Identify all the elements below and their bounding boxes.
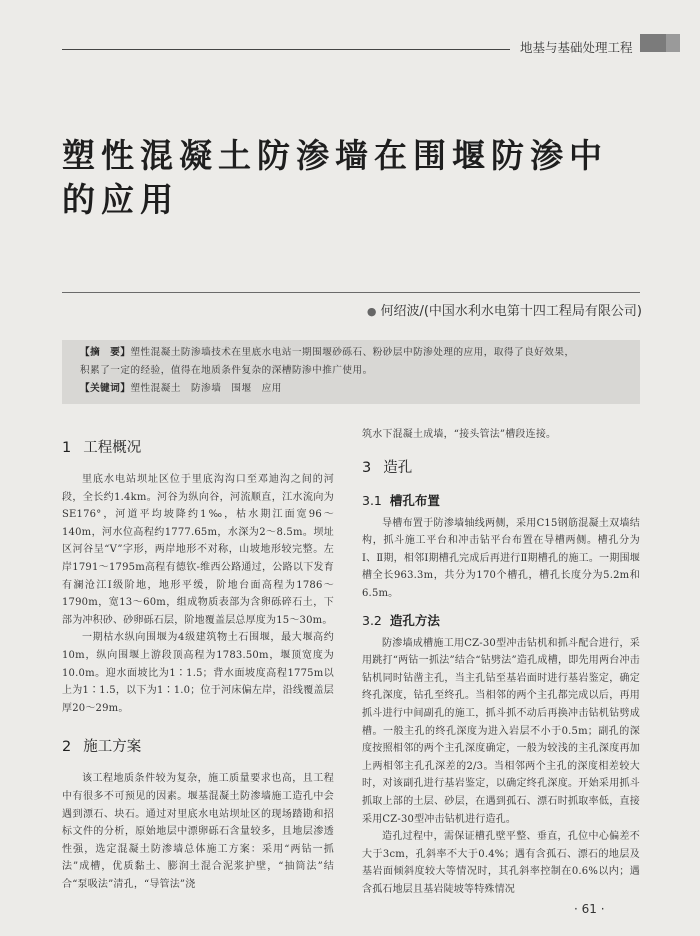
paragraph: 一期枯水纵向围堰为4级建筑物土石围堰，最大堰高约10m，纵向围堰上游段顶高程为1783.50m，堰顶宽度为10.0m。迎水面坡比为1∶1.5；背水面坡度高程1775m以上为1∶1.5，以下为1∶1.0；位于河床偏左岸，沿线覆盖层厚20～29m。 xyxy=(62,632,334,714)
paragraph: 该工程地质条件较为复杂，施工质量要求也高，且工程中有很多不可预见的因素。堰基混凝土防渗墙施工造孔中会遇到漂石、块石。通过对里底水电站坝址区的现场踏勘和招标文件的分析，原始地层中漂卵砾石含量较多，且地层渗透性强，选定混凝土防渗墙总体施工方案：采用“两钻一抓法”成槽，优质黏土、膨润土混合泥浆护壁，“抽筒法”结合“泵吸法”清孔，“导管法”浇 xyxy=(62,773,334,890)
abstract-line-2 xyxy=(80,364,373,378)
section-number: 2 xyxy=(62,739,72,756)
section-number: 3 xyxy=(362,459,372,476)
paragraph: 防渗墙成槽施工用CZ-30型冲击钻机和抓斗配合进行，采用跳打“两钻一抓法”结合“钻劈法”造孔成槽，即先用两台冲击钻机同时钻凿主孔，当主孔钻至基岩面时进行基岩鉴定，确定终孔深度，钻孔至终孔。当相邻的两个主孔都完成以后，再用抓斗进行中间副孔的施工，抓斗抓不动后再换冲击钻机钻劈成槽。一般主孔的终孔深度为进入岩层不小于0.5m；副孔的深度按照相邻的两个主孔深度确定，一般为较浅的主孔深度再加上两相邻主孔孔深差的2/3。当相邻两个主孔的深度相差较大时，对该副孔进行基岩鉴定，以确定终孔深度。开始采用抓斗抓取上部的土层、砂层，在遇到孤石、漂石时抓取率低，直接采用CZ-30型冲击钻机进行造孔。 xyxy=(362,637,640,825)
abstract-box xyxy=(62,340,640,404)
paragraph-continuation: 筑水下混凝土成墙，“接头管法”槽段连接。 xyxy=(362,429,557,440)
section-title: 工程概况 xyxy=(83,440,142,456)
abstract-text-2: 积累了一定的经验，值得在地质条件复杂的深槽防渗中推广使用。 xyxy=(80,365,373,376)
section-3-heading xyxy=(362,456,640,477)
abstract-label: 【摘 要】 xyxy=(80,347,131,358)
section-number: 1 xyxy=(62,440,72,456)
keywords-text: 塑性混凝土 防渗墙 围堰 应用 xyxy=(130,383,282,394)
subsection-3-2-heading xyxy=(362,611,640,629)
paragraph: 导槽布置于防渗墙轴线两侧，采用C15钢筋混凝土双墙结构，抓斗施工平台和冲击钻平台布置在导槽两侧。槽孔分为Ⅰ、Ⅱ期，相邻Ⅰ期槽孔完成后再进行Ⅱ期槽孔的施工。一期围堰槽全长963.3m，共分为170个槽孔，槽孔长度分为5.2m和6.5m。 xyxy=(362,517,640,599)
subsection-number: 3.2 xyxy=(362,612,382,628)
page-number: · 61 · xyxy=(574,902,605,916)
header-tab-marker xyxy=(640,34,666,52)
author-text: 何绍波/(中国水利水电第十四工程局有限公司) xyxy=(380,304,642,319)
section-2-heading xyxy=(62,735,334,756)
keywords-label: 【关键词】 xyxy=(80,383,131,394)
subsection-3-1-heading xyxy=(362,491,640,509)
header-tab-marker-light xyxy=(666,34,680,52)
left-column xyxy=(62,426,334,893)
keywords-line xyxy=(80,382,282,396)
running-header: 地基与基础处理工程 xyxy=(520,40,633,55)
section-title: 造孔 xyxy=(383,459,413,476)
paragraph: 造孔过程中，需保证槽孔壁平整、垂直，孔位中心偏差不大于3cm，孔斜率不大于0.4%；遇有含孤石、漂石的地层及基岩面倾斜度较大等情况时，其孔斜率控制在0.6%以内；遇含孤石地层且基岩陡坡等特殊情况 xyxy=(362,831,640,895)
right-column xyxy=(362,426,640,898)
subsection-title: 造孔方法 xyxy=(389,612,440,628)
section-1-heading xyxy=(62,436,334,457)
author-byline xyxy=(367,300,642,319)
bullet-icon: ● xyxy=(366,305,377,318)
section-title: 施工方案 xyxy=(83,739,142,756)
abstract-line-1 xyxy=(80,346,575,360)
abstract-text-1: 塑性混凝土防渗墙技术在里底水电站一期围堰砂砾石、粉砂层中防渗处理的应用，取得了良好效果， xyxy=(130,347,575,358)
header-rule xyxy=(62,49,510,50)
subsection-title: 槽孔布置 xyxy=(389,492,440,508)
article-title: 塑性混凝土防渗墙在围堰防渗中的应用 xyxy=(62,136,608,219)
title-divider xyxy=(62,292,640,293)
subsection-number: 3.1 xyxy=(362,492,382,508)
paragraph: 里底水电站坝址区位于里底沟沟口至邓迪沟之间的河段，全长约1.4km。河谷为纵向谷，河流顺直，江水流向为SE176°，河道平均坡降约1‰，枯水期江面宽96～140m，河水位高程约1777.65m，水深为2～8.5m。坝址区河谷呈“V”字形，两岸地形不对称，山坡地形较完整。左岸1791～1795m高程有德钦-维西公路通过，公路以下发育有澜沧江Ⅰ级阶地，地形平缓，阶地台面高程为1786～1790m，宽13～60m，组成物质表部为含卵砾碎石土，下部为冲积砂、砂卵砾石层，阶地覆盖层总厚度为15～30m。 xyxy=(62,474,334,626)
